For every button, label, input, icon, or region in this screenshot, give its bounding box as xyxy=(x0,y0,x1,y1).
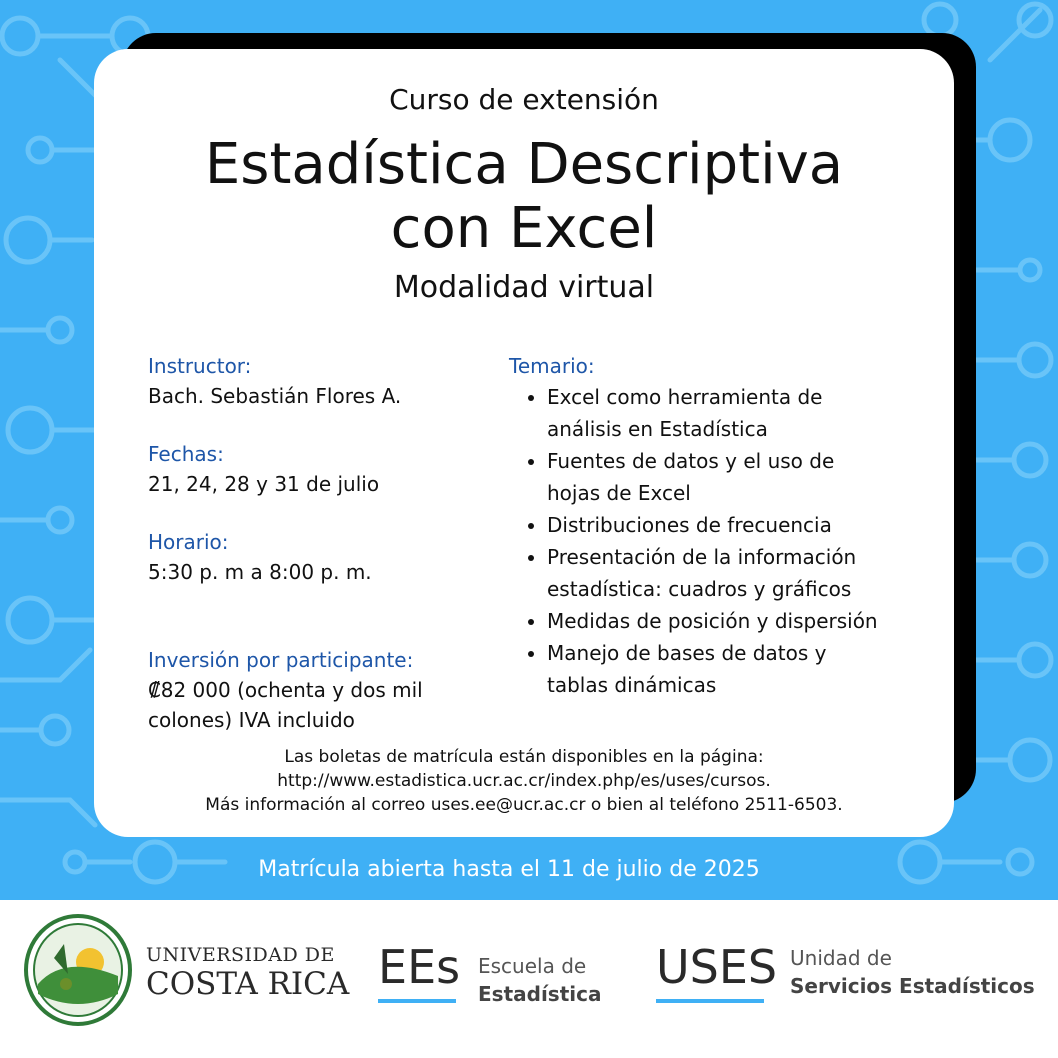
uses-logo-mark: USES xyxy=(656,940,778,994)
dates-value: 21, 24, 28 y 31 de julio xyxy=(148,472,380,496)
info-card xyxy=(94,49,954,837)
list-item: • Excel como herramienta de análisis en Estadística xyxy=(547,381,939,445)
course-title-line2: con Excel xyxy=(390,196,658,261)
uses-underline xyxy=(656,999,764,1003)
registration-note xyxy=(94,745,954,817)
syllabus-list xyxy=(509,381,939,701)
contact-info: Más información al correo uses.ee@ucr.ac.cr o bien al teléfono 2511-6503. xyxy=(205,795,843,815)
ucr-seal-icon xyxy=(24,914,132,1026)
uses-wordmark xyxy=(790,944,1035,1000)
ucr-line2: COSTA RICA xyxy=(146,966,350,1002)
course-title-line1: Estadística Descriptiva xyxy=(204,132,844,197)
list-item: • Medidas de posición y dispersión xyxy=(547,605,939,637)
dates-label: Fechas: xyxy=(148,442,224,466)
syllabus xyxy=(509,351,939,701)
list-item: • Presentación de la información estadística: cuadros y gráficos xyxy=(547,541,939,605)
investment-label: Inversión por participante: xyxy=(148,648,414,672)
ucr-wordmark xyxy=(146,944,349,1002)
course-details xyxy=(148,351,488,735)
investment-value-line1: ₡82 000 (ochenta y dos mil xyxy=(148,678,423,702)
list-item: • Manejo de bases de datos y tablas dinámicas xyxy=(547,637,939,701)
ees-underline xyxy=(378,999,456,1003)
list-item: • Distribuciones de frecuencia xyxy=(547,509,939,541)
list-item: • Fuentes de datos y el uso de hojas de Excel xyxy=(547,445,939,509)
schedule-value: 5:30 p. m a 8:00 p. m. xyxy=(148,560,372,584)
logo-bar xyxy=(0,900,1058,1058)
ees-line1: Escuela de xyxy=(478,954,587,978)
course-modality: Modalidad virtual xyxy=(393,270,655,305)
syllabus-label: Temario: xyxy=(509,354,595,378)
course-title xyxy=(94,133,954,261)
instructor-value: Bach. Sebastián Flores A. xyxy=(148,384,402,408)
ees-logo-mark: EEs xyxy=(378,940,461,994)
enrollment-deadline: Matrícula abierta hasta el 11 de julio de 2025 xyxy=(258,857,760,882)
ees-line2: Estadística xyxy=(478,982,602,1006)
registration-url[interactable]: http://www.estadistica.ucr.ac.cr/index.php/es/uses/cursos. xyxy=(277,771,771,791)
ees-wordmark xyxy=(478,952,601,1008)
ucr-line1: UNIVERSIDAD DE xyxy=(146,944,335,966)
uses-line1: Unidad de xyxy=(790,946,892,970)
registration-note-line1: Las boletas de matrícula están disponibles en la página: xyxy=(284,747,764,767)
course-kicker: Curso de extensión xyxy=(389,83,659,116)
instructor-label: Instructor: xyxy=(148,354,252,378)
investment-value-line2: colones) IVA incluido xyxy=(148,708,355,732)
uses-line2: Servicios Estadísticos xyxy=(790,974,1035,998)
schedule-label: Horario: xyxy=(148,530,229,554)
